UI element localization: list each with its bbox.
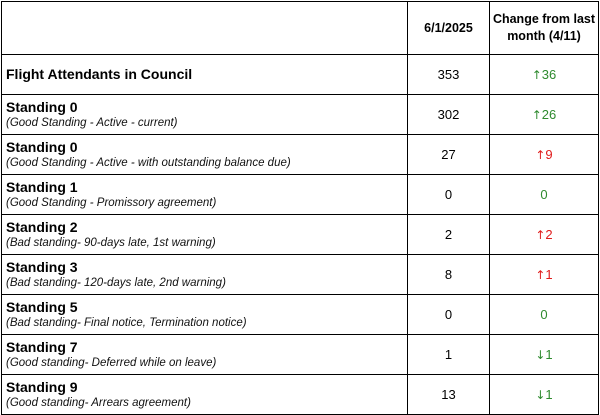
table-row <box>2 95 599 135</box>
table-row <box>2 55 599 95</box>
row-change-value: 1 <box>545 267 553 282</box>
row-change-value: 0 <box>540 187 548 202</box>
row-label-cell <box>2 55 408 95</box>
header-empty-cell <box>2 2 408 55</box>
row-change-arrow-icon: ↑ <box>535 148 546 162</box>
row-subtitle: (Good Standing - Promissory agreement) <box>6 197 217 209</box>
row-value: 8 <box>408 255 490 295</box>
table-row <box>2 295 599 335</box>
standings-table <box>1 1 599 415</box>
row-label-cell <box>2 215 408 255</box>
row-change-value: 1 <box>545 347 553 362</box>
table-row <box>2 135 599 175</box>
row-subtitle: (Good Standing - Active - current) <box>6 117 178 129</box>
row-title: Standing 5 <box>6 299 78 315</box>
row-subtitle: (Good standing- Deferred while on leave) <box>6 357 217 369</box>
row-title: Flight Attendants in Council <box>6 66 193 82</box>
row-label-cell <box>2 135 408 175</box>
row-value: 13 <box>408 375 490 415</box>
table-row <box>2 335 599 375</box>
row-value: 0 <box>408 295 490 335</box>
row-title: Standing 7 <box>6 339 78 355</box>
row-title: Standing 1 <box>6 179 78 195</box>
row-value: 27 <box>408 135 490 175</box>
row-title: Standing 0 <box>6 99 78 115</box>
row-change-arrow-icon: ↓ <box>535 388 546 402</box>
table-row <box>2 215 599 255</box>
row-subtitle: (Good Standing - Active - with outstanding balance due) <box>6 157 291 169</box>
row-value: 1 <box>408 335 490 375</box>
row-change-arrow-icon: ↓ <box>535 348 546 362</box>
row-title: Standing 3 <box>6 259 78 275</box>
row-change <box>490 95 599 135</box>
row-change <box>490 175 599 215</box>
row-title: Standing 2 <box>6 219 78 235</box>
row-title: Standing 9 <box>6 379 78 395</box>
change-column-header: Change from last month (4/11) <box>490 2 599 55</box>
row-change-arrow-icon: ↑ <box>531 68 542 82</box>
row-change-arrow-icon: ↑ <box>535 268 546 282</box>
row-change-value: 2 <box>545 227 553 242</box>
row-value: 353 <box>408 55 490 95</box>
row-change-value: 36 <box>541 67 557 82</box>
row-change-value: 0 <box>540 307 548 322</box>
row-change-arrow-icon: ↑ <box>535 228 546 242</box>
table-row <box>2 375 599 415</box>
row-change-arrow-icon: ↑ <box>531 108 542 122</box>
row-change-value: 1 <box>545 387 553 402</box>
table-row <box>2 175 599 215</box>
row-change <box>490 375 599 415</box>
row-label-cell <box>2 335 408 375</box>
row-label-cell <box>2 255 408 295</box>
table-row <box>2 255 599 295</box>
row-value: 2 <box>408 215 490 255</box>
row-value: 302 <box>408 95 490 135</box>
row-title: Standing 0 <box>6 139 78 155</box>
row-label-cell <box>2 375 408 415</box>
row-subtitle: (Bad standing- Final notice, Termination notice) <box>6 317 247 329</box>
row-change <box>490 215 599 255</box>
row-change-value: 26 <box>541 107 557 122</box>
row-change-value: 9 <box>545 147 553 162</box>
row-subtitle: (Bad standing- 90-days late, 1st warning) <box>6 237 216 249</box>
row-value: 0 <box>408 175 490 215</box>
row-change <box>490 55 599 95</box>
row-label-cell <box>2 175 408 215</box>
row-label-cell <box>2 95 408 135</box>
row-subtitle: (Good standing- Arrears agreement) <box>6 397 191 409</box>
date-column-header: 6/1/2025 <box>408 2 490 55</box>
row-label-cell <box>2 295 408 335</box>
row-change <box>490 295 599 335</box>
row-change <box>490 255 599 295</box>
header-row <box>2 2 599 55</box>
row-change <box>490 335 599 375</box>
row-subtitle: (Bad standing- 120-days late, 2nd warning) <box>6 277 226 289</box>
row-change <box>490 135 599 175</box>
